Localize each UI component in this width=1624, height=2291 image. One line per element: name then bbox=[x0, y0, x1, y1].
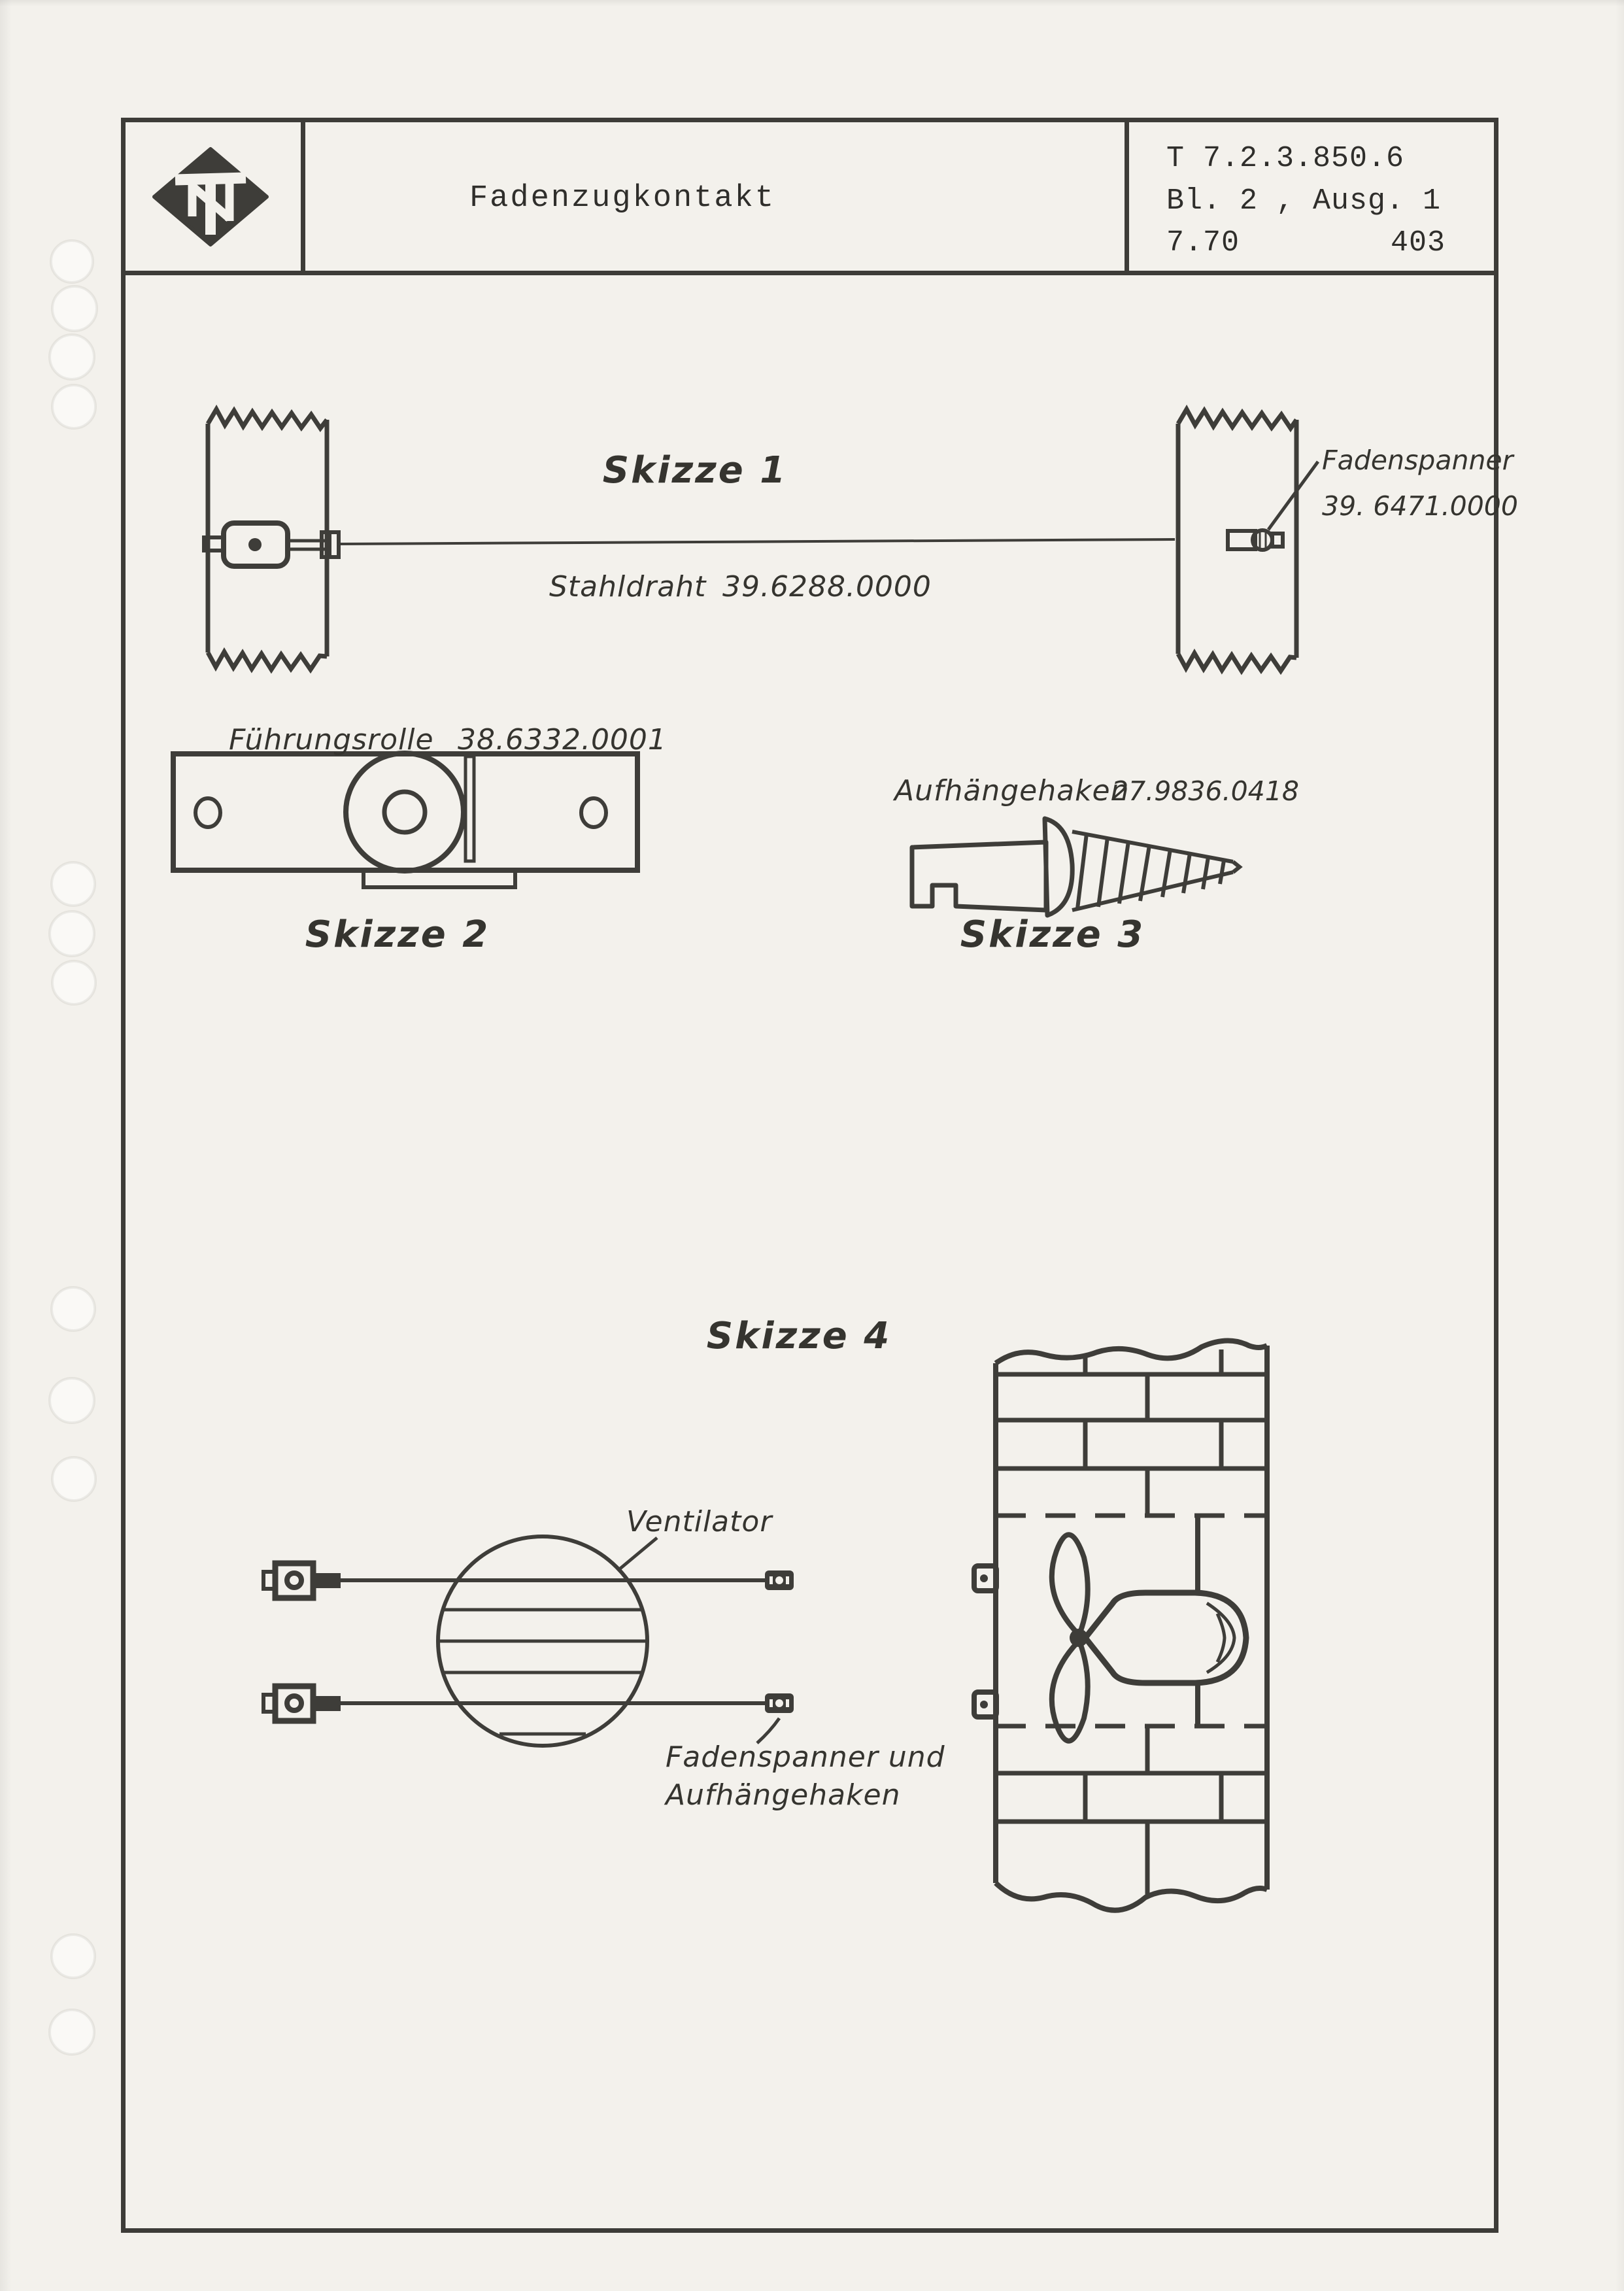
document-title: Fadenzugkontakt bbox=[469, 181, 776, 216]
fan-hub bbox=[1070, 1629, 1088, 1647]
skizze3-part-number: 27.9836.0418 bbox=[1111, 775, 1299, 807]
fan-motor-body bbox=[1085, 1593, 1246, 1683]
date-code: 7.70 bbox=[1166, 226, 1240, 260]
skizze3-title: Skizze 3 bbox=[960, 913, 1145, 956]
wall-outline bbox=[996, 1340, 1267, 1910]
skizze1-contact-device bbox=[204, 523, 339, 566]
skizze4-ventilator-outline bbox=[438, 1536, 647, 1746]
skizze1-tensioner-number: 39. 6471.0000 bbox=[1322, 490, 1518, 522]
skizze4-contact-top bbox=[263, 1563, 341, 1598]
skizze4-drawing bbox=[248, 1281, 945, 1844]
skizze4-contact-bottom bbox=[263, 1686, 341, 1721]
skizze3-hook-bar bbox=[912, 842, 1046, 910]
skizze4-ventilator-leader bbox=[618, 1538, 657, 1570]
tn-logo-icon bbox=[152, 147, 269, 246]
skizze4-wall-drawing bbox=[941, 1321, 1321, 1922]
skizze1-fadenspanner-device bbox=[1228, 462, 1318, 550]
wall-fan bbox=[1052, 1516, 1246, 1741]
skizze4-hardware-label-line2: Aufhängehaken bbox=[666, 1778, 901, 1812]
skizze2-guide-pin bbox=[465, 756, 474, 861]
fan-motor-shading bbox=[1207, 1603, 1234, 1672]
skizze1-tensioner-name: Fadenspanner bbox=[1322, 445, 1514, 476]
skizze3-part-name: Aufhängehaken bbox=[894, 774, 1130, 807]
skizze1-steel-wire bbox=[339, 539, 1175, 544]
skizze4-hardware-leader bbox=[757, 1718, 779, 1743]
skizze1-wire-name: Stahldraht bbox=[549, 570, 707, 603]
wall-bracket-bottom bbox=[974, 1692, 996, 1717]
skizze1-drawing bbox=[183, 366, 1517, 706]
wall-bricks-top bbox=[996, 1349, 1267, 1516]
document-number-block bbox=[1166, 142, 1457, 260]
skizze2-guide-roller bbox=[346, 753, 464, 871]
skizze4-title: Skizze 4 bbox=[706, 1315, 892, 1357]
skizze3-screw-thread bbox=[1072, 832, 1240, 910]
skizze3-screw-head bbox=[1045, 819, 1072, 915]
page-code: 403 bbox=[1390, 226, 1446, 260]
skizze4-hardware-label-line1: Fadenspanner und bbox=[666, 1740, 945, 1774]
date-page-line bbox=[1166, 226, 1457, 260]
skizze2-drawing bbox=[157, 706, 680, 981]
skizze2-part-number: 38.6332.0001 bbox=[458, 723, 667, 756]
title-block bbox=[126, 122, 1494, 275]
skizze1-title: Skizze 1 bbox=[602, 449, 788, 492]
skizze2-mounting-plate bbox=[173, 754, 637, 870]
skizze4-tensioner-top bbox=[765, 1570, 794, 1590]
skizze1-wire-number: 39.6288.0000 bbox=[722, 570, 932, 603]
skizze2-part-name: Führungsrolle bbox=[229, 723, 434, 756]
skizze2-screw-hole-right bbox=[581, 798, 606, 827]
skizze4-tensioner-bottom bbox=[765, 1693, 794, 1713]
skizze3-drawing bbox=[876, 706, 1334, 981]
skizze1-right-post bbox=[1178, 409, 1296, 671]
title-block-divider-right bbox=[1125, 122, 1129, 271]
doc-number: T 7.2.3.850.6 bbox=[1166, 142, 1405, 175]
skizze4-fan-label: Ventilator bbox=[626, 1505, 773, 1538]
fan-blade-top bbox=[1052, 1535, 1088, 1633]
wall-bricks-bottom bbox=[996, 1726, 1267, 1895]
wall-bracket-top bbox=[974, 1566, 996, 1591]
skizze2-screw-hole-left bbox=[195, 798, 220, 827]
title-block-divider-left bbox=[301, 122, 305, 271]
sheet-info: Bl. 2 , Ausg. 1 bbox=[1166, 184, 1442, 218]
skizze2-roller-axle bbox=[384, 792, 425, 832]
skizze2-title: Skizze 2 bbox=[305, 913, 490, 956]
